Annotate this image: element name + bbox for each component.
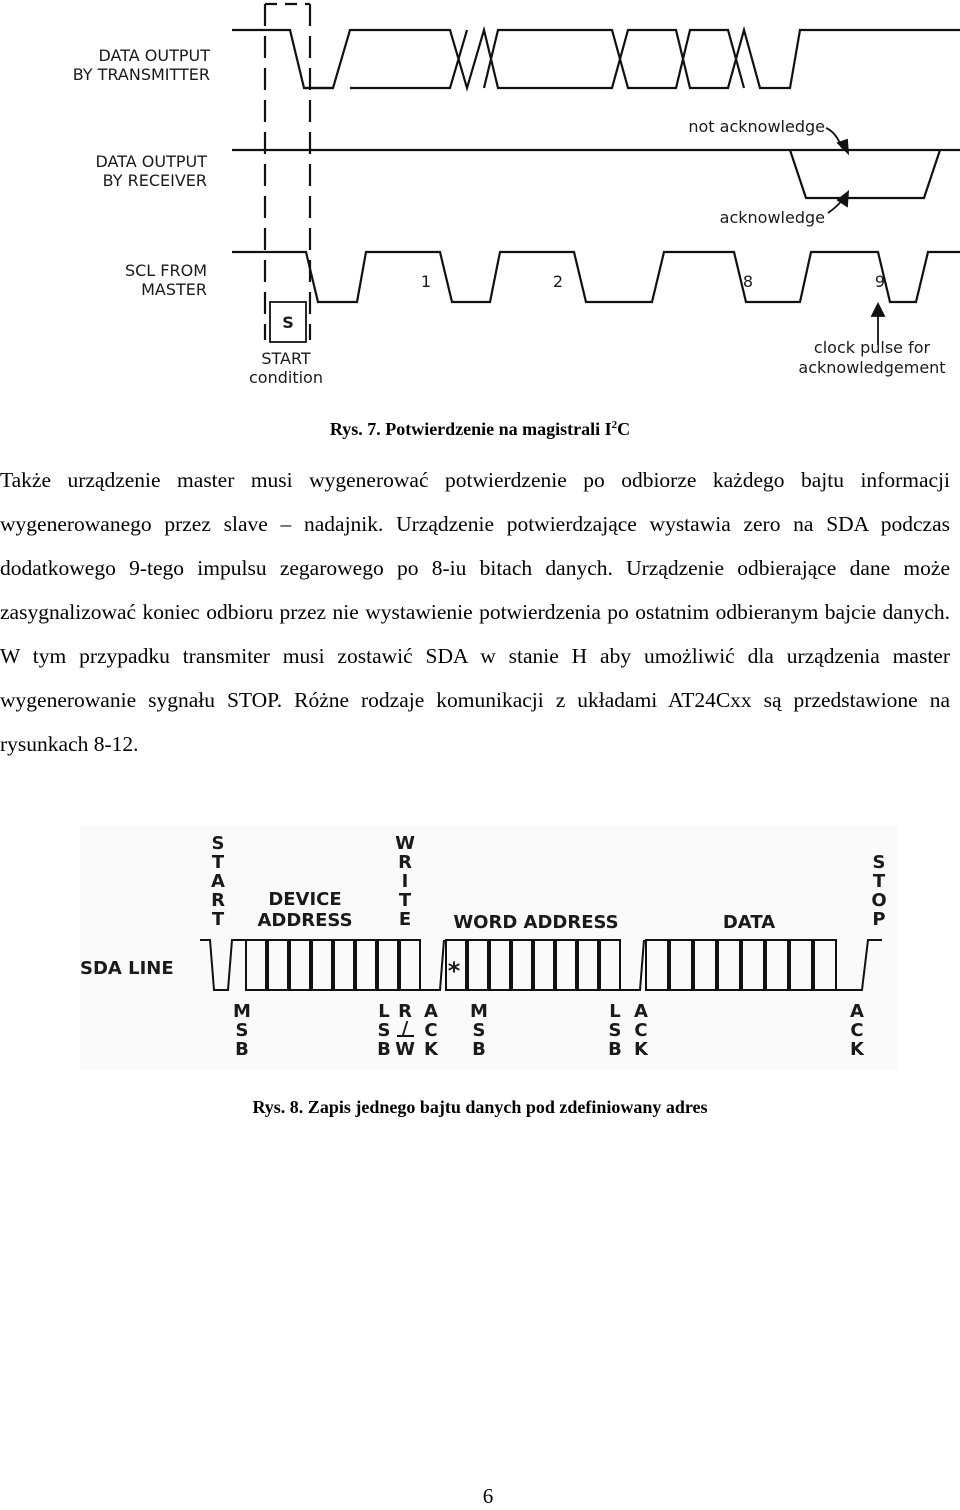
- tx-data-waveform: [232, 30, 960, 88]
- rw-letter: W: [395, 1039, 415, 1060]
- start-letter: S: [211, 833, 225, 854]
- device-address-bits: [246, 940, 420, 990]
- label-not-acknowledge: not acknowledge: [688, 117, 825, 136]
- ack-bit-3-and-stop: [836, 940, 882, 990]
- lsb-letter: L: [378, 1001, 390, 1022]
- lsb-letter: L: [609, 1001, 621, 1022]
- label-start-condition: condition: [249, 368, 323, 387]
- ack-letter: C: [850, 1020, 864, 1041]
- start-letter: R: [211, 890, 225, 911]
- device-address-label-1: DEVICE: [268, 889, 342, 910]
- write-letter: R: [398, 852, 412, 873]
- start-letter: T: [211, 909, 225, 930]
- data-label: DATA: [722, 912, 776, 933]
- label-acknowledge: acknowledge: [719, 208, 825, 227]
- label-start: START: [261, 349, 311, 368]
- ack-letter: K: [634, 1039, 648, 1060]
- label-data-output-rx-2: BY RECEIVER: [102, 171, 207, 190]
- ack-letter: K: [850, 1039, 864, 1060]
- sda-line-label: SDA LINE: [80, 958, 174, 979]
- rw-letter: /: [401, 1018, 409, 1039]
- stop-letter: T: [872, 871, 886, 892]
- msb-letter: S: [472, 1020, 486, 1041]
- sda-line-start: [200, 940, 245, 990]
- pulse-number-2: 2: [552, 272, 564, 291]
- ack-letter: C: [424, 1020, 438, 1041]
- figure-7-timing-diagram: [0, 0, 960, 400]
- clock-pulse-arrowhead-icon: [872, 304, 884, 316]
- ack-letter: A: [424, 1001, 438, 1022]
- word-address-bits: [446, 940, 620, 990]
- figure-7-caption: Rys. 7. Potwierdzenie na magistrali $I^2C$: [329, 419, 631, 439]
- write-letter: T: [398, 890, 412, 911]
- ack-letter: A: [850, 1001, 864, 1022]
- msb-letter: B: [472, 1039, 486, 1060]
- device-address-label-2: ADDRESS: [257, 910, 353, 931]
- write-letter: I: [401, 871, 409, 892]
- label-clock-pulse-2: acknowledgement: [798, 358, 946, 377]
- rx-data-waveform-ack: [790, 150, 940, 198]
- pulse-number-9: 9: [874, 272, 886, 291]
- write-letter: E: [398, 909, 412, 930]
- label-data-output-tx-2: BY TRANSMITTER: [72, 65, 210, 84]
- start-letter: A: [211, 871, 225, 892]
- stop-letter: S: [872, 852, 886, 873]
- start-letter: T: [211, 852, 225, 873]
- scl-waveform: [232, 252, 960, 302]
- start-box-label: S: [282, 313, 294, 332]
- ack-bit-2: [620, 940, 644, 990]
- msb-letter: M: [470, 1001, 488, 1022]
- pulse-number-8: 8: [742, 272, 754, 291]
- ack-bit-1: [420, 940, 444, 990]
- pulse-number-1: 1: [420, 272, 432, 291]
- lsb-letter: B: [608, 1039, 622, 1060]
- label-clock-pulse-1: clock pulse for: [813, 338, 931, 357]
- ack-letter: K: [424, 1039, 438, 1060]
- lsb-letter: S: [608, 1020, 622, 1041]
- stop-letter: P: [872, 909, 886, 930]
- lsb-letter: S: [377, 1020, 391, 1041]
- word-address-label: WORD ADDRESS: [453, 912, 619, 933]
- write-letter: W: [395, 833, 415, 854]
- ack-letter: A: [634, 1001, 648, 1022]
- body-paragraph: Także urządzenie master musi wygenerować potwierdzenie po odbiorze każdego bajtu informacji wygenerowanego przez slave – nadajnik. Urządzenie potwierdzające wystawia zero na SDA podczas dodatkowego 9-tego impulsu zegarowego po 8-iu bitach danych. Urządzenie odbierające dane może zasygnalizować koniec odbioru przez nie wystawienie potwierdzenia po ostatnim odbieranym bajcie danych. W tym przypadku transmiter musi zostawić SDA w stanie H aby umożliwić dla urządzenia master wygenerowanie sygnału STOP. Różne rodzaje komunikacji z układami AT24Cxx są przedstawione na rysunkach 8-12.: [0, 468, 950, 756]
- lsb-letter: B: [377, 1039, 391, 1060]
- data-bits: [646, 940, 836, 990]
- asterisk-marker: *: [447, 957, 461, 985]
- label-scl-1: SCL FROM: [124, 261, 207, 280]
- label-data-output-rx-1: DATA OUTPUT: [95, 152, 207, 171]
- rw-letter: R: [398, 1001, 412, 1022]
- ack-letter: C: [634, 1020, 648, 1041]
- figure-8-caption: Rys. 8. Zapis jednego bajtu danych pod zdefiniowany adres: [252, 1097, 708, 1117]
- label-scl-2: MASTER: [141, 280, 207, 299]
- page-number: 6: [482, 1484, 494, 1508]
- label-data-output-tx-1: DATA OUTPUT: [98, 46, 210, 65]
- stop-letter: O: [871, 890, 887, 911]
- msb-letter: B: [235, 1039, 249, 1060]
- msb-letter: M: [233, 1001, 251, 1022]
- figure-8-sda-frame-diagram: [0, 825, 960, 1075]
- msb-letter: S: [235, 1020, 249, 1041]
